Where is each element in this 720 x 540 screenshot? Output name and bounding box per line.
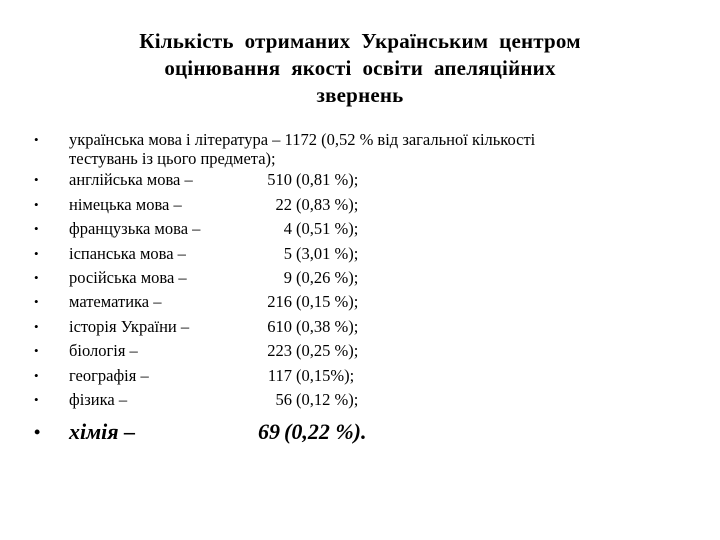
list-item [34, 193, 694, 217]
item-percent: (3,01 %); [296, 243, 359, 263]
item-count: 223 [267, 341, 292, 361]
list-item [34, 217, 694, 241]
item-percent: (0,25 %); [296, 341, 359, 361]
item-count: 69 [258, 419, 280, 445]
item-count: 216 [267, 292, 292, 312]
item-percent: (0,26 %); [296, 268, 359, 288]
item-percent: (0,83 %); [296, 194, 359, 214]
item-percent: (0,22 %). [284, 419, 367, 445]
item-subject: французька мова – [69, 219, 201, 239]
bullet-icon: • [34, 294, 39, 310]
bullet-icon: • [34, 392, 39, 408]
item-subject: хімія – [69, 419, 136, 445]
list-item [34, 364, 694, 388]
list-item [34, 339, 694, 363]
bullet-icon: • [34, 245, 39, 261]
item-count: 4 [283, 219, 292, 239]
item-count: 9 [283, 268, 292, 288]
bullet-icon: • [34, 422, 41, 443]
title-line-3: звернень [316, 83, 404, 107]
item-count: 22 [275, 194, 292, 214]
item-subject: історія України – [69, 316, 190, 336]
item-subject: англійська мова – [69, 170, 193, 190]
item-count: 117 [267, 365, 292, 385]
appeals-list [34, 128, 694, 446]
item-subject: математика – [69, 292, 162, 312]
bullet-icon: • [34, 367, 39, 383]
list-item-chemistry [34, 418, 694, 446]
list-item [34, 168, 694, 192]
item-subject: фізика – [69, 390, 128, 410]
item-percent: (0,15 %); [296, 292, 359, 312]
list-item [34, 388, 694, 412]
item-subject: біологія – [69, 341, 138, 361]
bullet-icon: • [34, 343, 39, 359]
item-percent: (0,51 %); [296, 219, 359, 239]
list-item-ukrainian [34, 128, 694, 168]
bullet-icon: • [34, 318, 39, 334]
list-item [34, 266, 694, 290]
item-percent: (0,38 %); [296, 316, 359, 336]
bullet-icon: • [34, 196, 39, 212]
item-count: 510 [267, 170, 292, 190]
item-percent: (0,15%); [296, 365, 355, 385]
bullet-icon: • [34, 270, 39, 286]
bullet-icon: • [34, 132, 39, 147]
item-count: 610 [267, 316, 292, 336]
title-line-2: оцінювання якості освіти апеляційних [164, 56, 556, 80]
item-text-line-1: українська мова і література – 1172 (0,52 % від загальної кількості [69, 130, 536, 149]
item-text-line-2: тестувань із цього предмета); [69, 149, 276, 169]
list-item [34, 242, 694, 266]
list-item [34, 290, 694, 314]
title-line-1: Кількість отриманих Українським центром [139, 29, 581, 53]
item-subject: іспанська мова – [69, 243, 186, 263]
bullet-icon: • [34, 221, 39, 237]
item-count: 5 [283, 243, 292, 263]
item-percent: (0,12 %); [296, 390, 359, 410]
bullet-icon: • [34, 172, 39, 188]
slide-title [110, 28, 610, 109]
item-subject: географія – [69, 365, 149, 385]
list-item [34, 315, 694, 339]
item-count: 56 [275, 390, 292, 410]
item-subject: німецька мова – [69, 194, 182, 214]
item-subject: російська мова – [69, 268, 187, 288]
item-percent: (0,81 %); [296, 170, 359, 190]
